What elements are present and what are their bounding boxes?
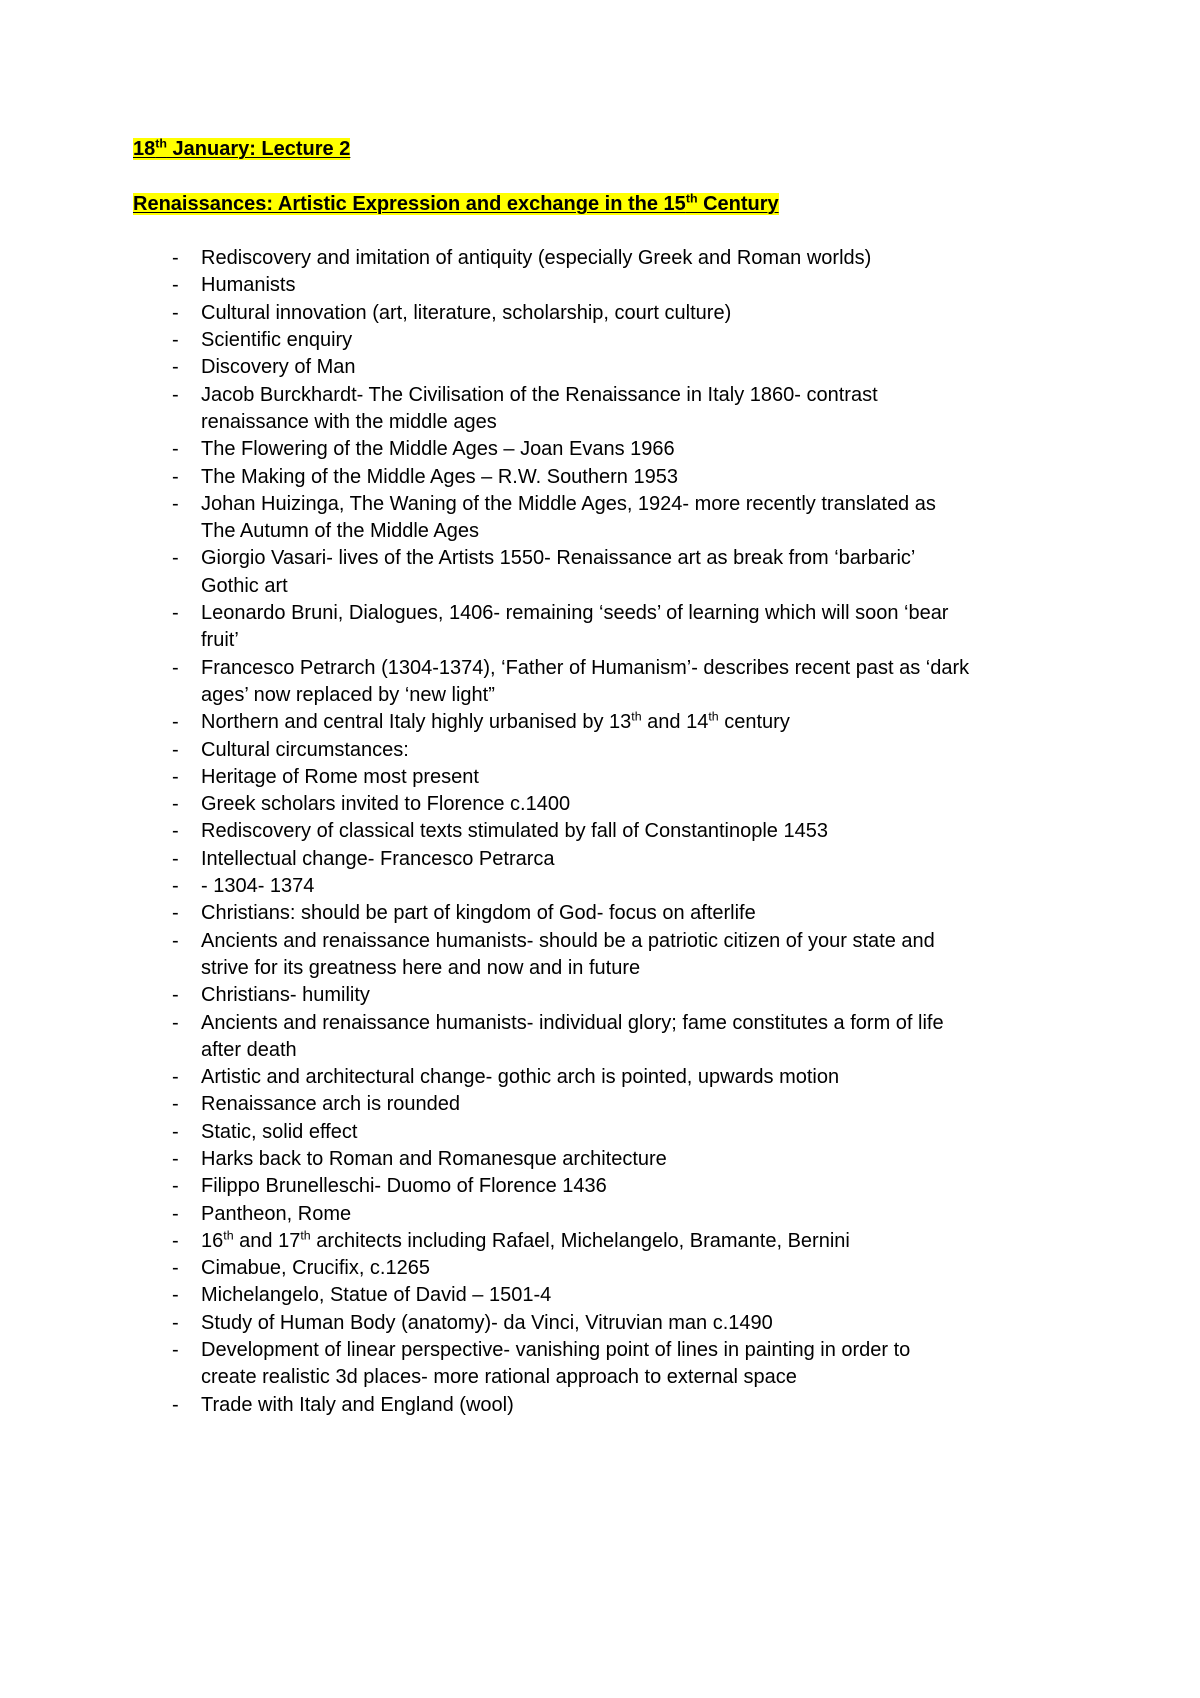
bullet-text [201,1064,1012,1091]
bullet-marker: - [172,1339,179,1362]
bullet-marker: - [172,438,179,461]
text-line: Renaissance arch is rounded [201,1093,461,1116]
bullet-item [172,382,1012,437]
text-line: strive for its greatness here and now and in future [201,956,641,979]
bullet-item [172,1146,1012,1173]
bullet-text [201,491,1012,546]
bullet-text [201,545,1012,600]
bullet-item [172,1173,1012,1200]
text-line: Artistic and architectural change- gothic arch is pointed, upwards motion [201,1066,840,1089]
bullet-marker: - [172,1393,179,1416]
bullet-item [172,928,1012,983]
text-line: Heritage of Rome most present [201,765,479,788]
bullet-text [201,354,1012,381]
text-segment: and 17 [233,1229,301,1252]
bullet-item [172,1228,1012,1255]
bullet-marker: - [172,1284,179,1307]
bullet-item [172,764,1012,791]
text-line: after death [201,1038,297,1061]
superscript: th [300,1228,311,1243]
section-title [133,191,779,218]
bullet-marker: - [172,984,179,1007]
bullet-text [201,1310,1012,1337]
bullet-marker: - [172,465,179,488]
bullet-item [172,1392,1012,1419]
bullet-text [201,737,1012,764]
bullet-marker: - [172,329,179,352]
bullet-marker: - [172,656,179,679]
bullet-marker: - [172,847,179,870]
bullet-marker: - [172,1066,179,1089]
bullet-marker: - [172,1202,179,1225]
text-segment: century [718,711,790,734]
bullet-text [201,791,1012,818]
bullet-item [172,1337,1012,1392]
bullet-item [172,491,1012,546]
bullet-text [201,764,1012,791]
text-line: Ancients and renaissance humanists- should be a patriotic citizen of your state and [201,929,935,952]
bullet-item [172,600,1012,655]
bullet-text [201,382,1012,437]
bullet-item [172,1282,1012,1309]
text-line: Ancients and renaissance humanists- individual glory; fame constitutes a form of life [201,1011,944,1034]
bullet-item [172,300,1012,327]
bullet-text [201,1173,1012,1200]
bullet-item [172,327,1012,354]
bullet-marker: - [172,1175,179,1198]
superscript: th [708,709,719,724]
text-line: Study of Human Body (anatomy)- da Vinci, Vitruvian man c.1490 [201,1311,773,1334]
bullet-marker: - [172,1229,179,1252]
bullet-marker: - [172,875,179,898]
bullet-marker: - [172,602,179,625]
text-line: Rediscovery and imitation of antiquity (especially Greek and Roman worlds) [201,247,872,270]
text-segment: Century [697,192,779,215]
bullet-text [201,300,1012,327]
bullet-text [201,655,1012,710]
text-segment: 18 [133,138,156,160]
bullet-marker: - [172,738,179,761]
text-line: Pantheon, Rome [201,1202,352,1225]
bullet-item [172,354,1012,381]
bullet-marker: - [172,1257,179,1280]
text-line: The Making of the Middle Ages – R.W. Southern 1953 [201,465,678,488]
bullet-item [172,709,1012,736]
text-line: Michelangelo, Statue of David – 1501-4 [201,1284,552,1307]
text-line: Cimabue, Crucifix, c.1265 [201,1257,430,1280]
text-line: Christians: should be part of kingdom of God- focus on afterlife [201,902,756,925]
bullet-marker: - [172,274,179,297]
text-segment: Northern and central Italy highly urbanised by 13 [201,711,632,734]
bullet-marker: - [172,383,179,406]
bullet-text [201,436,1012,463]
bullet-list [172,245,1012,1419]
bullet-marker: - [172,547,179,570]
bullet-marker: - [172,929,179,952]
bullet-text [201,245,1012,272]
superscript: th [223,1228,234,1243]
text-line: Giorgio Vasari- lives of the Artists 1550- Renaissance art as break from ‘barbaric’ [201,547,916,570]
text-segment: architects including Rafael, Michelangelo, Bramante, Bernini [310,1229,850,1252]
bullet-text [201,1228,1012,1255]
text-line: Static, solid effect [201,1120,358,1143]
bullet-text [201,1392,1012,1419]
bullet-text [201,1010,1012,1065]
text-line: renaissance with the middle ages [201,410,497,433]
text-line: Cultural circumstances: [201,738,409,761]
bullet-text [201,709,1012,736]
bullet-marker: - [172,1147,179,1170]
bullet-marker: - [172,492,179,515]
bullet-item [172,1064,1012,1091]
bullet-text [201,272,1012,299]
bullet-text [201,928,1012,983]
text-line [201,1228,1012,1255]
text-segment: January: Lecture 2 [166,138,351,160]
text-line: Intellectual change- Francesco Petrarca [201,847,555,870]
bullet-text [201,1255,1012,1282]
bullet-item [172,272,1012,299]
text-line [201,709,1012,736]
bullet-marker: - [172,356,179,379]
superscript: th [155,136,167,151]
bullet-text [201,1282,1012,1309]
text-line: Harks back to Roman and Romanesque architecture [201,1147,667,1170]
bullet-text [201,982,1012,1009]
bullet-marker: - [172,765,179,788]
bullet-marker: - [172,1120,179,1143]
bullet-text [201,873,1012,900]
text-line: Filippo Brunelleschi- Duomo of Florence 1436 [201,1175,607,1198]
bullet-item [172,1119,1012,1146]
text-segment: 16 [201,1229,224,1252]
bullet-marker: - [172,902,179,925]
text-line: Leonardo Bruni, Dialogues, 1406- remaining ‘seeds’ of learning which will soon ‘bear [201,602,949,625]
text-line: Cultural innovation (art, literature, scholarship, court culture) [201,301,732,324]
bullet-text [201,327,1012,354]
bullet-item [172,1091,1012,1118]
bullet-text [201,1146,1012,1173]
bullet-item [172,873,1012,900]
text-line: Humanists [201,274,296,297]
text-line: The Flowering of the Middle Ages – Joan Evans 1966 [201,438,675,461]
superscript: th [631,709,642,724]
bullet-text [201,1119,1012,1146]
bullet-item [172,900,1012,927]
superscript: th [685,190,698,205]
date-heading-text [133,138,350,160]
bullet-text [201,846,1012,873]
bullet-marker: - [172,793,179,816]
bullet-item [172,436,1012,463]
bullet-item [172,464,1012,491]
bullet-item [172,545,1012,600]
bullet-item [172,1010,1012,1065]
bullet-marker: - [172,820,179,843]
bullet-item [172,737,1012,764]
text-line: The Autumn of the Middle Ages [201,520,479,543]
bullet-marker: - [172,301,179,324]
bullet-item [172,655,1012,710]
date-heading [133,136,350,163]
text-segment: Renaissances: Artistic Expression and exchange in the 15 [133,192,686,215]
bullet-marker: - [172,247,179,270]
bullet-marker: - [172,1311,179,1334]
text-line: Johan Huizinga, The Waning of the Middle Ages, 1924- more recently translated as [201,492,936,515]
text-line: Christians- humility [201,984,370,1007]
text-line: Development of linear perspective- vanishing point of lines in painting in order to [201,1339,911,1362]
bullet-marker: - [172,1093,179,1116]
bullet-marker: - [172,1011,179,1034]
bullet-item [172,1255,1012,1282]
text-line: Discovery of Man [201,356,356,379]
bullet-item [172,818,1012,845]
bullet-item [172,846,1012,873]
text-line: Jacob Burckhardt- The Civilisation of the Renaissance in Italy 1860- contrast [201,383,878,406]
bullet-text [201,900,1012,927]
text-line: Trade with Italy and England (wool) [201,1393,514,1416]
bullet-item [172,1201,1012,1228]
bullet-item [172,982,1012,1009]
bullet-text [201,1337,1012,1392]
bullet-text [201,1091,1012,1118]
text-line: Scientific enquiry [201,329,353,352]
text-line: Rediscovery of classical texts stimulated by fall of Constantinople 1453 [201,820,828,843]
text-line: fruit’ [201,629,239,652]
text-line: create realistic 3d places- more rational approach to external space [201,1366,797,1389]
bullet-marker: - [172,711,179,734]
text-line: ages’ now replaced by ‘new light” [201,683,495,706]
bullet-text [201,600,1012,655]
text-line: Francesco Petrarch (1304-1374), ‘Father of Humanism’- describes recent past as ‘dark [201,656,970,679]
bullet-text [201,818,1012,845]
bullet-item [172,1310,1012,1337]
text-line: Gothic art [201,574,288,597]
text-segment: and 14 [641,711,709,734]
text-line: Greek scholars invited to Florence c.1400 [201,793,571,816]
text-line: - 1304- 1374 [201,875,315,898]
bullet-text [201,464,1012,491]
bullet-item [172,791,1012,818]
bullet-text [201,1201,1012,1228]
section-title-text [133,190,779,215]
bullet-item [172,245,1012,272]
